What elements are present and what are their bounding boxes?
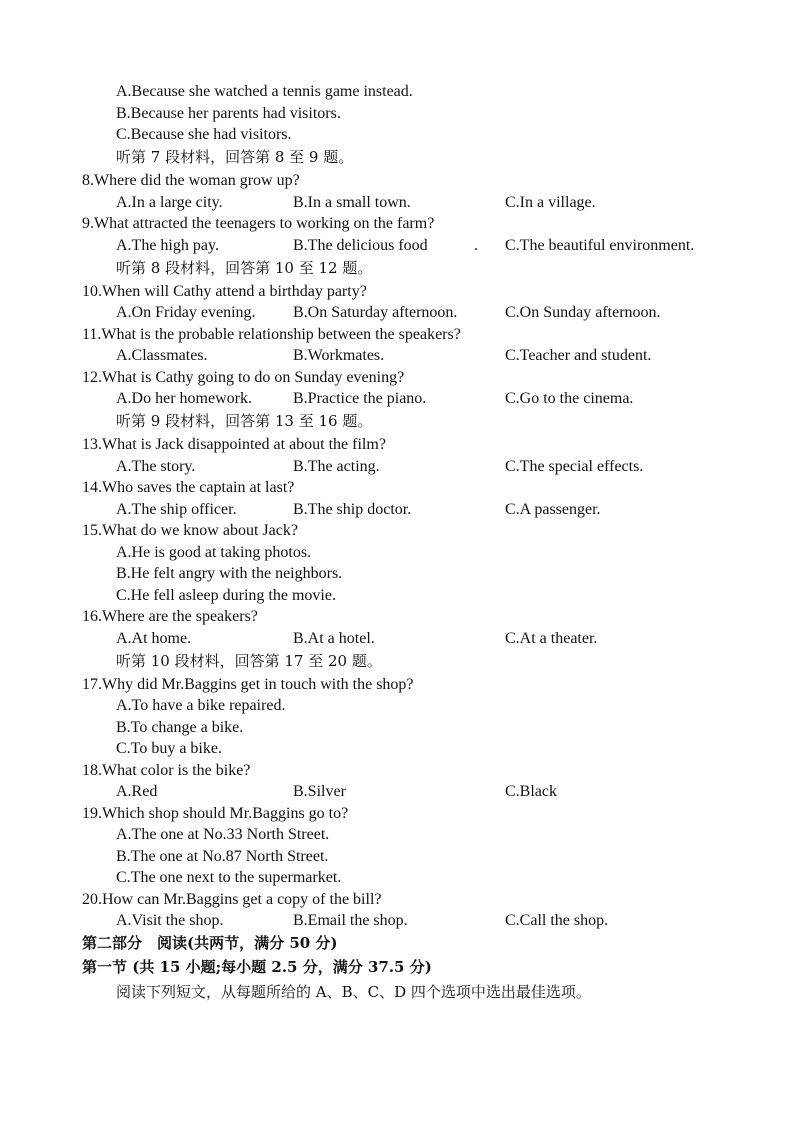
q10-option-b: B.On Saturday afternoon. (293, 304, 458, 321)
q11-option-c: C.Teacher and student. (505, 347, 652, 364)
q17-option-c: C.To buy a bike. (116, 740, 222, 757)
q12-options (0, 388, 794, 410)
q11-option-a: A.Classmates. (116, 347, 208, 364)
q13-options (0, 456, 794, 478)
q11-options (0, 345, 794, 367)
q14-option-a: A.The ship officer. (116, 501, 237, 518)
q7-option-c: C.Because she had visitors. (116, 126, 292, 143)
q18-option-a: A.Red (116, 783, 158, 800)
q15-option-c: C.He fell asleep during the movie. (116, 587, 336, 604)
q12-question: 12.What is Cathy going to do on Sunday evening? (82, 369, 405, 386)
q16-option-a: A.At home. (116, 630, 192, 647)
q10-options (0, 302, 794, 324)
q20-option-c: C.Call the shop. (505, 912, 609, 929)
q12-option-a: A.Do her homework. (116, 390, 252, 407)
q8-option-b: B.In a small town. (293, 194, 411, 211)
q11-option-b: B.Workmates. (293, 347, 385, 364)
stray-dot: . (474, 237, 478, 254)
q12-option-b: B.Practice the piano. (293, 390, 427, 407)
q14-option-c: C.A passenger. (505, 501, 601, 518)
q18-option-c: C.Black (505, 783, 557, 800)
q15-option-a: A.He is good at taking photos. (116, 544, 312, 561)
q17-option-a: A.To have a bike repaired. (116, 697, 286, 714)
section-10-instruction: 听第 10 段材料，回答第 17 至 20 题。 (116, 652, 382, 670)
q8-option-a: A.In a large city. (116, 194, 223, 211)
q9-option-c: C.The beautiful environment. (505, 237, 695, 254)
q7-option-a: A.Because she watched a tennis game instead. (116, 83, 413, 100)
q10-option-c: C.On Sunday afternoon. (505, 304, 661, 321)
q20-options (0, 910, 794, 932)
q10-option-a: A.On Friday evening. (116, 304, 256, 321)
q16-option-b: B.At a hotel. (293, 630, 375, 647)
q17-question: 17.Why did Mr.Baggins get in touch with the shop? (82, 676, 414, 693)
q16-options (0, 628, 794, 650)
q16-option-c: C.At a theater. (505, 630, 598, 647)
q13-question: 13.What is Jack disappointed at about the film? (82, 436, 386, 453)
q20-option-a: A.Visit the shop. (116, 912, 224, 929)
q18-options (0, 781, 794, 803)
q13-option-c: C.The special effects. (505, 458, 644, 475)
q16-question: 16.Where are the speakers? (82, 608, 258, 625)
q17-option-b: B.To change a bike. (116, 719, 244, 736)
reading-instruction: 阅读下列短文，从每题所给的 A、B、C、D 四个选项中选出最佳选项。 (116, 983, 591, 1001)
q8-options (0, 192, 794, 214)
q18-question: 18.What color is the bike? (82, 762, 251, 779)
q19-option-c: C.The one next to the supermarket. (116, 869, 342, 886)
q20-question: 20.How can Mr.Baggins get a copy of the bill? (82, 891, 382, 908)
section-9-instruction: 听第 9 段材料，回答第 13 至 16 题。 (116, 412, 373, 430)
q14-question: 14.Who saves the captain at last? (82, 479, 295, 496)
q15-option-b: B.He felt angry with the neighbors. (116, 565, 343, 582)
q9-option-a: A.The high pay. (116, 237, 219, 254)
q19-question: 19.Which shop should Mr.Baggins go to? (82, 805, 349, 822)
q13-option-a: A.The story. (116, 458, 196, 475)
q8-option-c: C.In a village. (505, 194, 596, 211)
q7-option-b: B.Because her parents had visitors. (116, 105, 341, 122)
q19-option-a: A.The one at No.33 North Street. (116, 826, 330, 843)
q20-option-b: B.Email the shop. (293, 912, 408, 929)
q18-option-b: B.Silver (293, 783, 346, 800)
q12-option-c: C.Go to the cinema. (505, 390, 634, 407)
q19-option-b: B.The one at No.87 North Street. (116, 848, 329, 865)
q13-option-b: B.The acting. (293, 458, 380, 475)
section-7-instruction: 听第 7 段材料，回答第 8 至 9 题。 (116, 148, 354, 166)
q11-question: 11.What is the probable relationship between the speakers? (82, 326, 461, 343)
part-2-heading: 第二部分 阅读(共两节，满分 50 分) (82, 934, 338, 952)
q9-options (0, 235, 794, 257)
q8-question: 8.Where did the woman grow up? (82, 172, 300, 189)
q9-question: 9.What attracted the teenagers to working on the farm? (82, 215, 435, 232)
q10-question: 10.When will Cathy attend a birthday party? (82, 283, 367, 300)
section-1-heading: 第一节 (共 15 小题;每小题 2.5 分，满分 37.5 分) (82, 958, 432, 976)
q15-question: 15.What do we know about Jack? (82, 522, 298, 539)
section-8-instruction: 听第 8 段材料，回答第 10 至 12 题。 (116, 259, 373, 277)
q9-option-b: B.The delicious food (293, 237, 428, 254)
q14-option-b: B.The ship doctor. (293, 501, 412, 518)
q14-options (0, 499, 794, 521)
